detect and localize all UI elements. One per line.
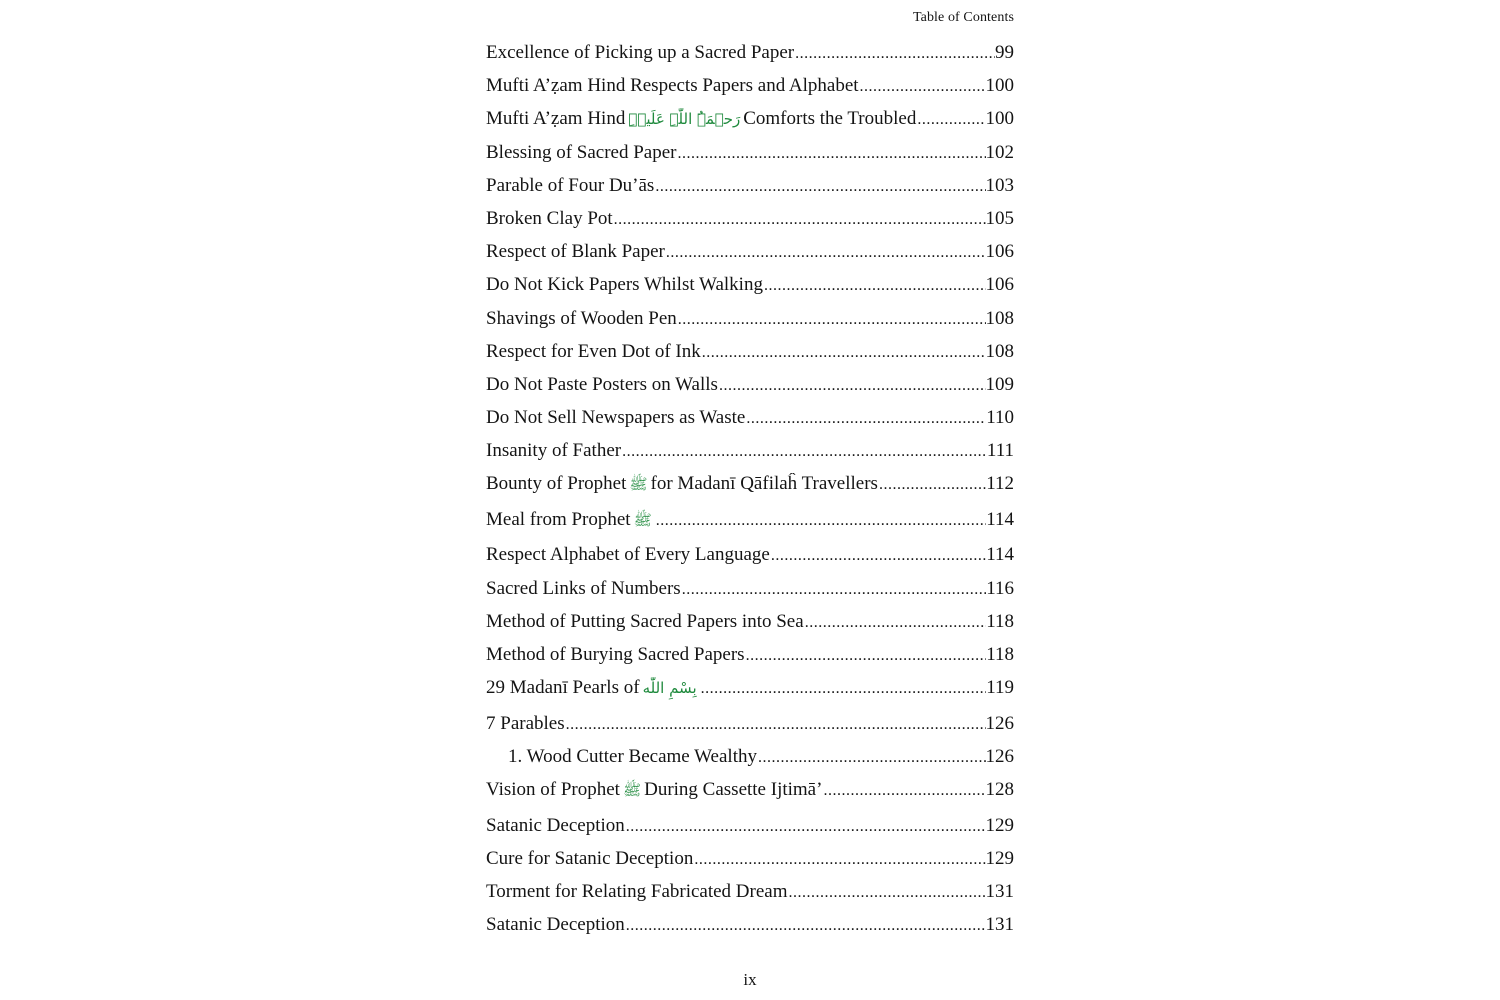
toc-entry-page: 110 xyxy=(986,407,1014,429)
toc-entry-title: Mufti A’ẓam Hind Respects Papers and Alphabet xyxy=(486,75,859,97)
toc-entry-title: Excellence of Picking up a Sacred Paper xyxy=(486,42,795,63)
toc-leader-dots xyxy=(565,716,986,734)
toc-entry-page: 108 xyxy=(985,340,1014,362)
toc-entry-page: 105 xyxy=(985,207,1014,229)
toc-leader-dots xyxy=(757,749,986,767)
toc-list xyxy=(486,42,1014,947)
toc-entry-title: Method of Burying Sacred Papers xyxy=(486,644,745,665)
toc-leader-dots xyxy=(804,614,987,632)
toc-entry-title-wrap xyxy=(486,473,878,497)
toc-entry-title: 1. Wood Cutter Became Wealthy xyxy=(508,745,757,767)
arabic-honorific: ﷺ xyxy=(629,475,648,494)
toc-entry-page: 102 xyxy=(985,141,1014,163)
toc-entry-title-continued: During Cassette Ijtimā’ xyxy=(644,779,823,801)
arabic-honorific: ﷺ xyxy=(633,510,652,529)
toc-leader-dots xyxy=(822,782,985,800)
toc-leader-dots xyxy=(665,244,986,262)
toc-entry-title-wrap xyxy=(486,108,916,130)
toc-entry-page: 118 xyxy=(986,610,1014,632)
toc-leader-dots xyxy=(763,277,986,295)
toc-entry-page: 118 xyxy=(986,644,1014,665)
toc-entry-page: 99 xyxy=(995,42,1014,63)
toc-leader-dots xyxy=(681,581,986,599)
toc-entry-page: 128 xyxy=(985,779,1014,801)
toc-entry-title: 29 Madanī Pearls of xyxy=(486,677,640,699)
toc-leader-dots xyxy=(700,680,987,698)
toc-entry[interactable] xyxy=(486,241,1014,274)
toc-leader-dots xyxy=(625,818,986,836)
toc-entry[interactable] xyxy=(486,578,1014,611)
toc-entry[interactable] xyxy=(486,175,1014,208)
toc-entry-page: 106 xyxy=(985,241,1014,263)
toc-entry[interactable] xyxy=(486,308,1014,341)
toc-entry-page: 116 xyxy=(986,577,1014,599)
toc-entry[interactable] xyxy=(486,440,1014,473)
toc-entry[interactable] xyxy=(486,42,1014,75)
toc-entry-page: 109 xyxy=(985,373,1014,395)
toc-entry[interactable] xyxy=(486,473,1014,509)
toc-entry-title: Satanic Deception xyxy=(486,914,625,936)
toc-leader-dots xyxy=(794,45,995,63)
toc-entry-page: 112 xyxy=(986,473,1014,495)
toc-leader-dots xyxy=(770,547,986,565)
running-head: Table of Contents xyxy=(912,10,1014,25)
toc-entry-page: 119 xyxy=(986,677,1014,699)
toc-leader-dots xyxy=(676,145,985,163)
toc-entry-title: Bounty of Prophet xyxy=(486,473,627,495)
toc-entry[interactable] xyxy=(486,544,1014,577)
toc-entry[interactable] xyxy=(486,677,1014,713)
toc-entry-page: 131 xyxy=(985,914,1014,936)
toc-leader-dots xyxy=(718,377,986,395)
toc-entry[interactable] xyxy=(486,374,1014,407)
toc-entry-page: 108 xyxy=(985,307,1014,329)
toc-leader-dots xyxy=(625,917,986,935)
toc-leader-dots xyxy=(701,344,986,362)
toc-entry-page: 114 xyxy=(986,508,1014,530)
toc-entry[interactable] xyxy=(486,509,1014,545)
page-number: ix xyxy=(743,970,757,989)
toc-entry[interactable] xyxy=(486,914,1014,947)
toc-sub-entry[interactable] xyxy=(486,746,1014,779)
toc-leader-dots xyxy=(916,111,985,129)
toc-entry-title-wrap xyxy=(486,677,700,699)
toc-entry[interactable] xyxy=(486,881,1014,914)
toc-entry[interactable] xyxy=(486,815,1014,848)
toc-entry[interactable] xyxy=(486,779,1014,815)
toc-entry-title: Satanic Deception xyxy=(486,814,625,836)
toc-entry-title: Do Not Kick Papers Whilst Walking xyxy=(486,274,763,296)
toc-leader-dots xyxy=(878,476,986,494)
toc-entry-title: 7 Parables xyxy=(486,712,565,734)
toc-entry[interactable] xyxy=(486,644,1014,677)
toc-entry-page: 111 xyxy=(986,440,1014,462)
toc-entry-page: 106 xyxy=(985,274,1014,296)
toc-entry-title: Do Not Sell Newspapers as Waste xyxy=(486,407,746,429)
toc-entry-page: 100 xyxy=(985,108,1014,130)
toc-leader-dots xyxy=(613,211,986,229)
toc-entry-title: Torment for Relating Fabricated Dream xyxy=(486,880,788,902)
toc-entry-page: 129 xyxy=(985,847,1014,869)
toc-entry[interactable] xyxy=(486,848,1014,881)
toc-entry-page: 100 xyxy=(985,75,1014,97)
toc-entry-title: Respect Alphabet of Every Language xyxy=(486,544,770,566)
toc-entry[interactable] xyxy=(486,713,1014,746)
toc-entry-title: Respect of Blank Paper xyxy=(486,241,665,263)
toc-leader-dots xyxy=(859,78,986,96)
toc-entry-title-continued: for Madanī Qāfilaĥ Travellers xyxy=(650,473,878,495)
toc-entry-title: Cure for Satanic Deception xyxy=(486,847,694,869)
toc-leader-dots xyxy=(745,647,987,665)
toc-leader-dots xyxy=(677,311,986,329)
toc-entry[interactable] xyxy=(486,108,1014,141)
toc-entry-title: Vision of Prophet xyxy=(486,779,620,801)
toc-entry-page: 103 xyxy=(985,174,1014,196)
toc-entry[interactable] xyxy=(486,341,1014,374)
toc-entry-title: Broken Clay Pot xyxy=(486,207,613,229)
toc-entry[interactable] xyxy=(486,611,1014,644)
toc-entry-title: Respect for Even Dot of Ink xyxy=(486,340,701,362)
toc-leader-dots xyxy=(621,443,987,461)
toc-leader-dots xyxy=(654,178,985,196)
toc-entry[interactable] xyxy=(486,208,1014,241)
toc-entry-title: Insanity of Father xyxy=(486,440,622,462)
toc-entry-title-continued: Comforts the Troubled xyxy=(743,108,917,130)
arabic-bismillah: بِسْمِ اللّٰه xyxy=(642,679,697,698)
toc-entry-title: Parable of Four Du’ās xyxy=(486,174,655,196)
toc-entry-title-wrap xyxy=(486,779,822,803)
toc-entry[interactable] xyxy=(486,142,1014,175)
toc-entry-title: Sacred Links of Numbers xyxy=(486,577,681,599)
toc-entry-title: Do Not Paste Posters on Walls xyxy=(486,373,718,395)
toc-entry-title: Meal from Prophet xyxy=(486,508,631,530)
toc-entry-title-wrap xyxy=(486,509,655,533)
toc-entry-title: Mufti A’ẓam Hind xyxy=(486,108,626,130)
toc-entry-title: Shavings of Wooden Pen xyxy=(486,307,677,329)
toc-entry-page: 126 xyxy=(985,745,1014,767)
toc-leader-dots xyxy=(693,851,985,869)
toc-entry[interactable] xyxy=(486,407,1014,440)
toc-entry[interactable] xyxy=(486,274,1014,307)
toc-entry-page: 126 xyxy=(985,712,1014,734)
toc-leader-dots xyxy=(788,884,986,902)
toc-entry-title: Method of Putting Sacred Papers into Sea xyxy=(486,610,804,632)
toc-entry-title: Blessing of Sacred Paper xyxy=(486,141,677,163)
arabic-honorific: ﷺ xyxy=(622,781,642,800)
toc-leader-dots xyxy=(655,512,987,530)
toc-leader-dots xyxy=(745,410,986,428)
toc-entry-page: 131 xyxy=(985,880,1014,902)
arabic-honorific: رَحۡمَۃُ اللّٰہِ عَلَیۡہِ xyxy=(628,110,741,129)
toc-entry-page: 114 xyxy=(986,544,1014,566)
toc-entry-page: 129 xyxy=(985,814,1014,836)
toc-entry[interactable] xyxy=(486,75,1014,108)
